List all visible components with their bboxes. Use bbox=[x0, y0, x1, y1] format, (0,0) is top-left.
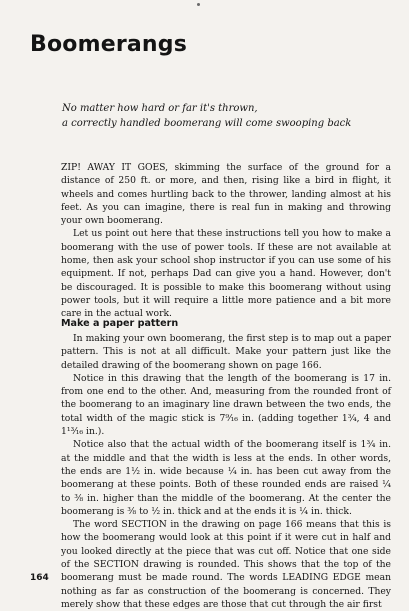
subtitle-line: a correctly handled boomerang will come swooping back bbox=[62, 118, 352, 129]
ink-speck bbox=[197, 3, 200, 6]
section-text bbox=[61, 332, 391, 611]
intro-paragraph: Let us point out here that these instructions tell you how to make a boomerang with the use of power tools. If these are not available at home, then ask your school shop instructor if you can use some of his equipment. If not, perhaps Dad can give you a hand. However, don't be discouraged. It is possible to make this boomerang without using power tools, but it will require a little more patience and a bit more care in the actual work. bbox=[61, 228, 391, 320]
subtitle-line: No matter how hard or far it's thrown, bbox=[62, 103, 258, 114]
section-paragraph: The word SECTION in the drawing on page 166 means that this is how the boomerang would look at this point if it were cut in half and you looked directly at the piece that was cut off. Notice that one side of the SECTION drawing is rounded. This shows that the top of the boomerang must be made round. The words LEADING EDGE mean nothing as far as construction of the boomerang is concerned. They merely show that these edges are those that cut through the air first bbox=[61, 519, 391, 610]
subtitle bbox=[62, 101, 392, 131]
page-title: Boomerangs bbox=[30, 32, 188, 57]
section-paragraph: Notice in this drawing that the length of the boomerang is 17 in. from one end to the other. And, measuring from the rounded front of the boomerang to an imaginary line drawn between the two ends, the total width of the magic stick is 7⁹⁄₁₆ in. (adding together 1¾, 4 and 1¹³⁄₁₆ in.). bbox=[61, 372, 391, 438]
intro-text bbox=[61, 161, 391, 321]
section-paragraph: In making your own boomerang, the first step is to map out a paper pattern. This is not at all difficult. Make your pattern just like the detailed drawing of the boomerang shown on page 166. bbox=[61, 333, 391, 371]
page-number: 164 bbox=[30, 573, 49, 583]
intro-paragraph: ZIP! AWAY IT GOES, skimming the surface of the ground for a distance of 250 ft. or more, and then, rising like a bird in flight, it wheels and comes hurtling back to the thrower, landing almost at his feet. As you can imagine, there is real fun in making and throwing your own boomerang. bbox=[61, 162, 391, 227]
section-heading: Make a paper pattern bbox=[61, 318, 179, 329]
section-paragraph: Notice also that the actual width of the boomerang itself is 1¾ in. at the middle and that the width is less at the ends. In other words, the ends are 1½ in. wide because ¼ in. has been cut away from the boomerang at these points. Both of these rounded ends are raised ¼ to ⅜ in. higher than the middle of the boomerang. At the center the boomerang is ⅜ to ½ in. thick and at the ends it is ¼ in. thick. bbox=[61, 439, 391, 517]
